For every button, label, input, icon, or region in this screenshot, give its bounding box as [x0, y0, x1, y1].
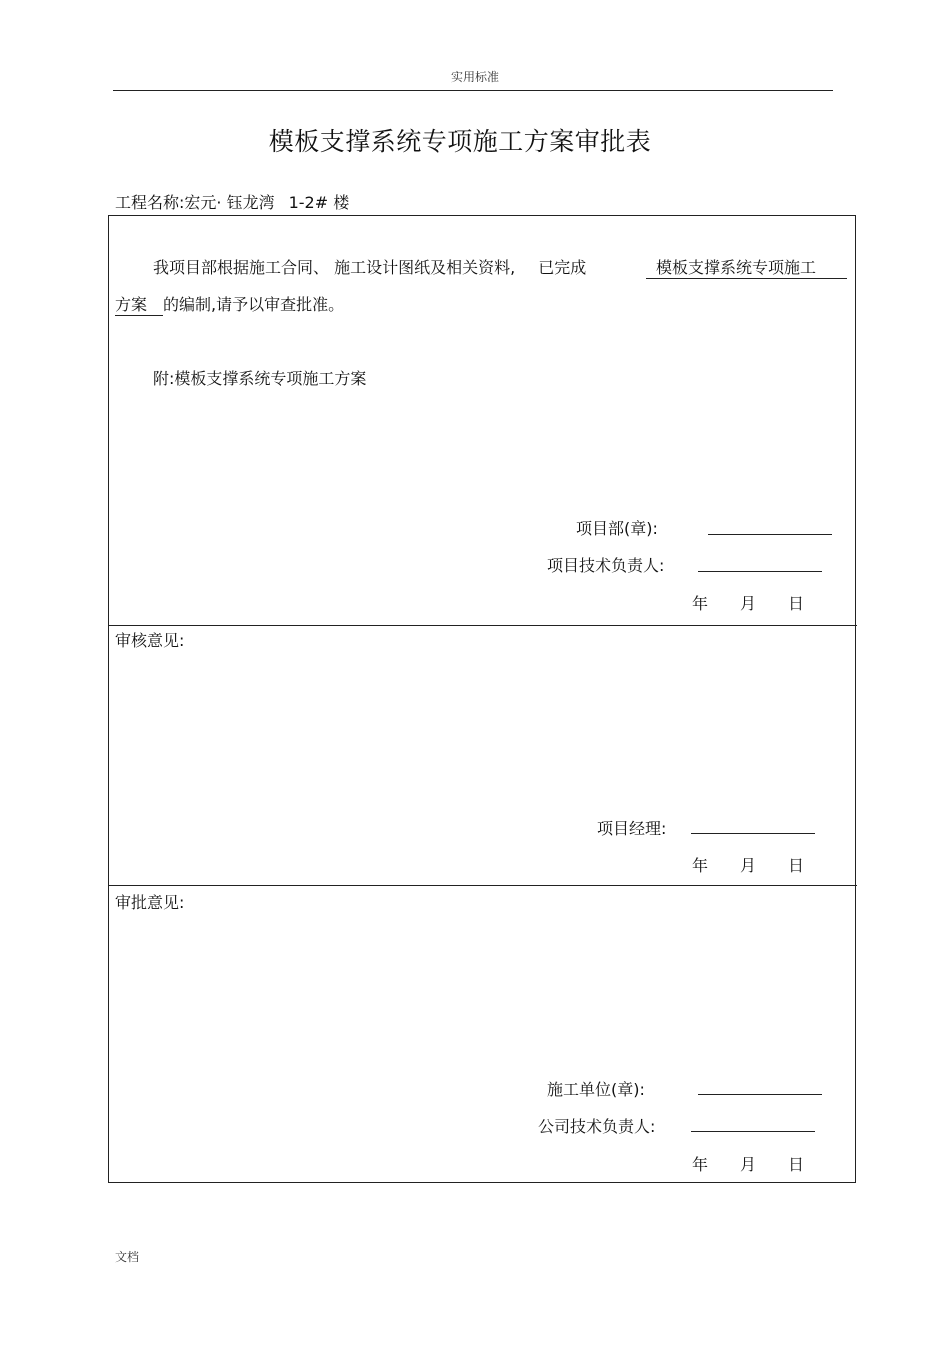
- attachment-note: 附:模板支撑系统专项施工方案: [153, 369, 367, 388]
- page-footer: 文档: [115, 1250, 140, 1264]
- section-divider-2: [108, 885, 857, 886]
- page-header: 实用标准: [450, 70, 499, 84]
- dept-seal-label: 项目部(章):: [576, 519, 658, 538]
- date-month: 月: [740, 1155, 757, 1174]
- company-tech-lead-blank: [691, 1131, 815, 1132]
- submission-request: 的编制,请予以审查批准。: [163, 295, 345, 314]
- plan-name-field-part2: 方案: [115, 292, 163, 316]
- submission-line-1: [153, 255, 586, 278]
- unit-seal-blank: [698, 1094, 822, 1095]
- date-day: 日: [788, 1155, 805, 1174]
- review-heading: 审核意见:: [115, 631, 185, 650]
- date-day: 日: [788, 594, 805, 613]
- project-name-label: 工程名称:: [115, 193, 185, 212]
- approval-form-table: [108, 215, 856, 1183]
- project-building: 1-2# 楼: [288, 193, 350, 212]
- date-month: 月: [740, 594, 757, 613]
- submission-date: [692, 591, 804, 614]
- unit-seal-label: 施工单位(章):: [547, 1080, 645, 1099]
- date-year: 年: [692, 856, 709, 875]
- date-year: 年: [692, 594, 709, 613]
- date-day: 日: [788, 856, 805, 875]
- header-divider: [113, 90, 833, 91]
- project-name-value: 宏元· 钰龙湾: [184, 193, 275, 212]
- document-title: 模板支撑系统专项施工方案审批表: [268, 127, 652, 156]
- tech-lead-blank: [698, 571, 822, 572]
- date-month: 月: [740, 856, 757, 875]
- project-manager-blank: [691, 833, 815, 834]
- project-manager-label: 项目经理:: [597, 819, 667, 838]
- project-name-line: [115, 190, 349, 213]
- dept-seal-blank: [708, 534, 832, 535]
- tech-lead-label: 项目技术负责人:: [547, 556, 665, 575]
- approval-date: [692, 1152, 804, 1175]
- completed-label: 已完成: [538, 258, 587, 277]
- submission-line-2: [115, 292, 344, 316]
- plan-name-field-part1: 模板支撑系统专项施工: [646, 255, 847, 279]
- review-date: [692, 853, 804, 876]
- company-tech-lead-label: 公司技术负责人:: [538, 1117, 656, 1136]
- date-year: 年: [692, 1155, 709, 1174]
- approval-heading: 审批意见:: [115, 893, 185, 912]
- section-divider-1: [108, 625, 857, 626]
- submission-statement: 我项目部根据施工合同、 施工设计图纸及相关资料,: [153, 258, 516, 277]
